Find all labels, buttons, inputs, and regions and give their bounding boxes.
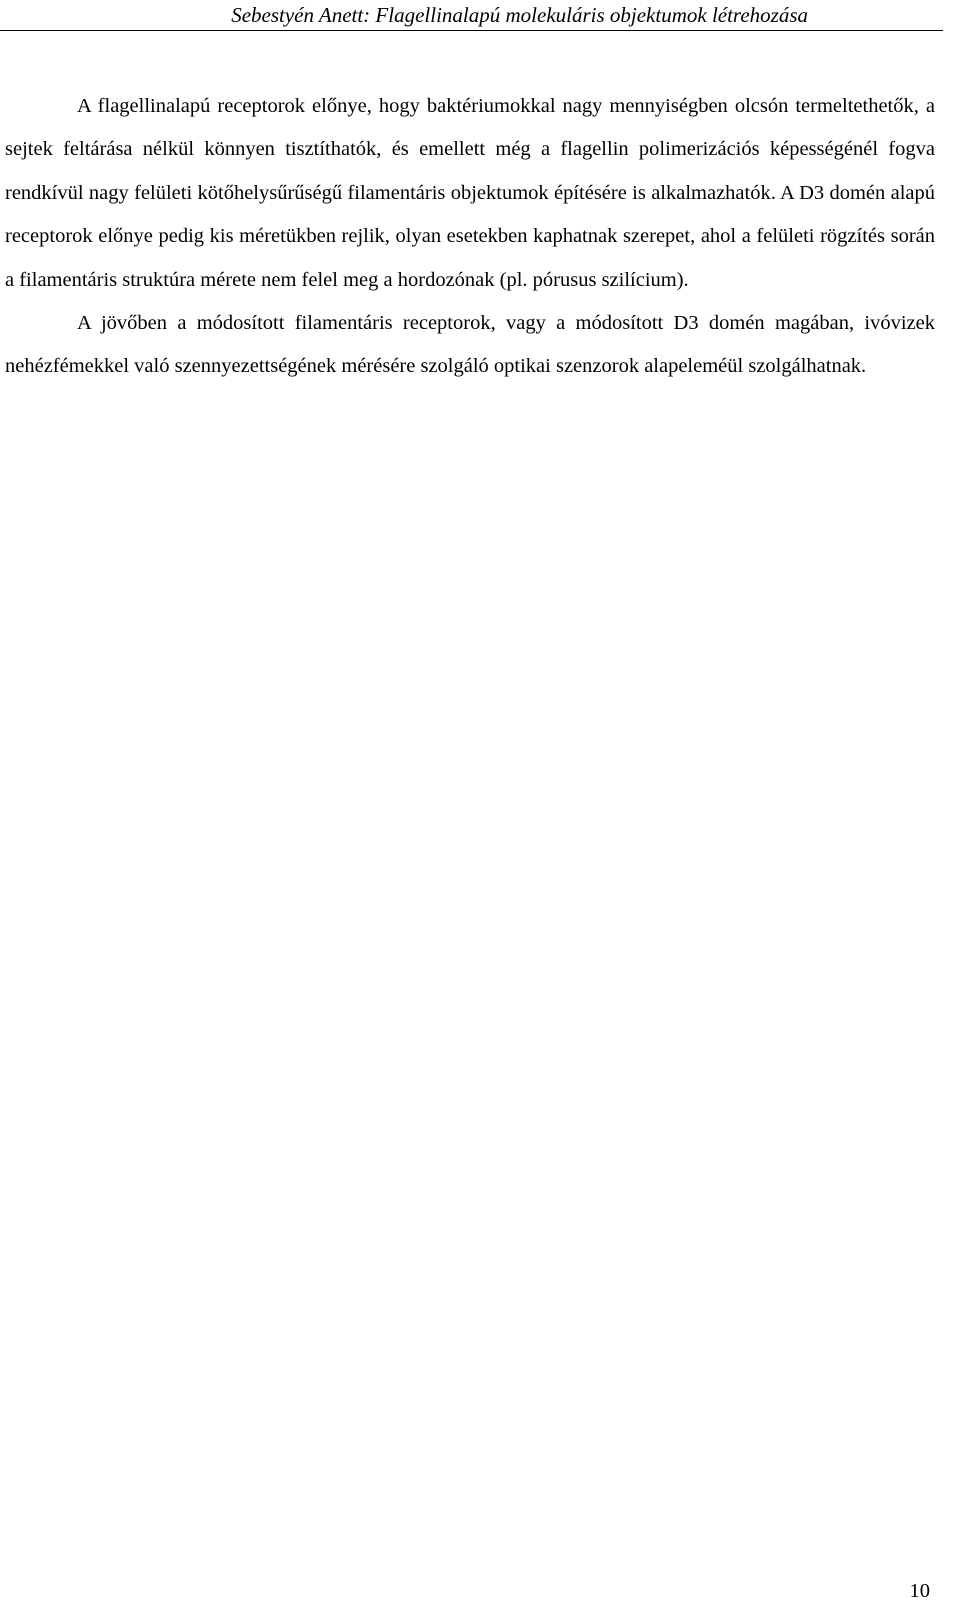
paragraph-1: A flagellinalapú receptorok előnye, hogy baktériumokkal nagy mennyiségben olcsón termeltethetők, a sejtek feltárása nélkül könnyen tisztíthatók, és emellett még a flagellin polimerizációs képességénél fogva rendkívül nagy felületi kötőhelysűrűségű filamentáris objektumok építésére is alkalmazhatók. A D3 domén alapú receptorok előnye pedig kis méretükben rejlik, olyan esetekben kaphatnak szerepet, ahol a felületi rögzítés során a filamentáris struktúra mérete nem felel meg a hordozónak (pl. pórusus szilícium). (5, 95, 935, 291)
page-number: 10 (909, 1580, 930, 1602)
running-header-title: Sebestyén Anett: Flagellinalapú molekuláris objektumok létrehozása (231, 3, 808, 27)
paragraph-2: A jövőben a módosított filamentáris receptorok, vagy a módosított D3 domén magában, ivóvizek nehézfémekkel való szennyezettségének mérésére szolgáló optikai szenzorok alapeleméül szolgálhatnak. (5, 312, 935, 378)
running-header (0, 0, 943, 31)
body-text (5, 85, 935, 389)
